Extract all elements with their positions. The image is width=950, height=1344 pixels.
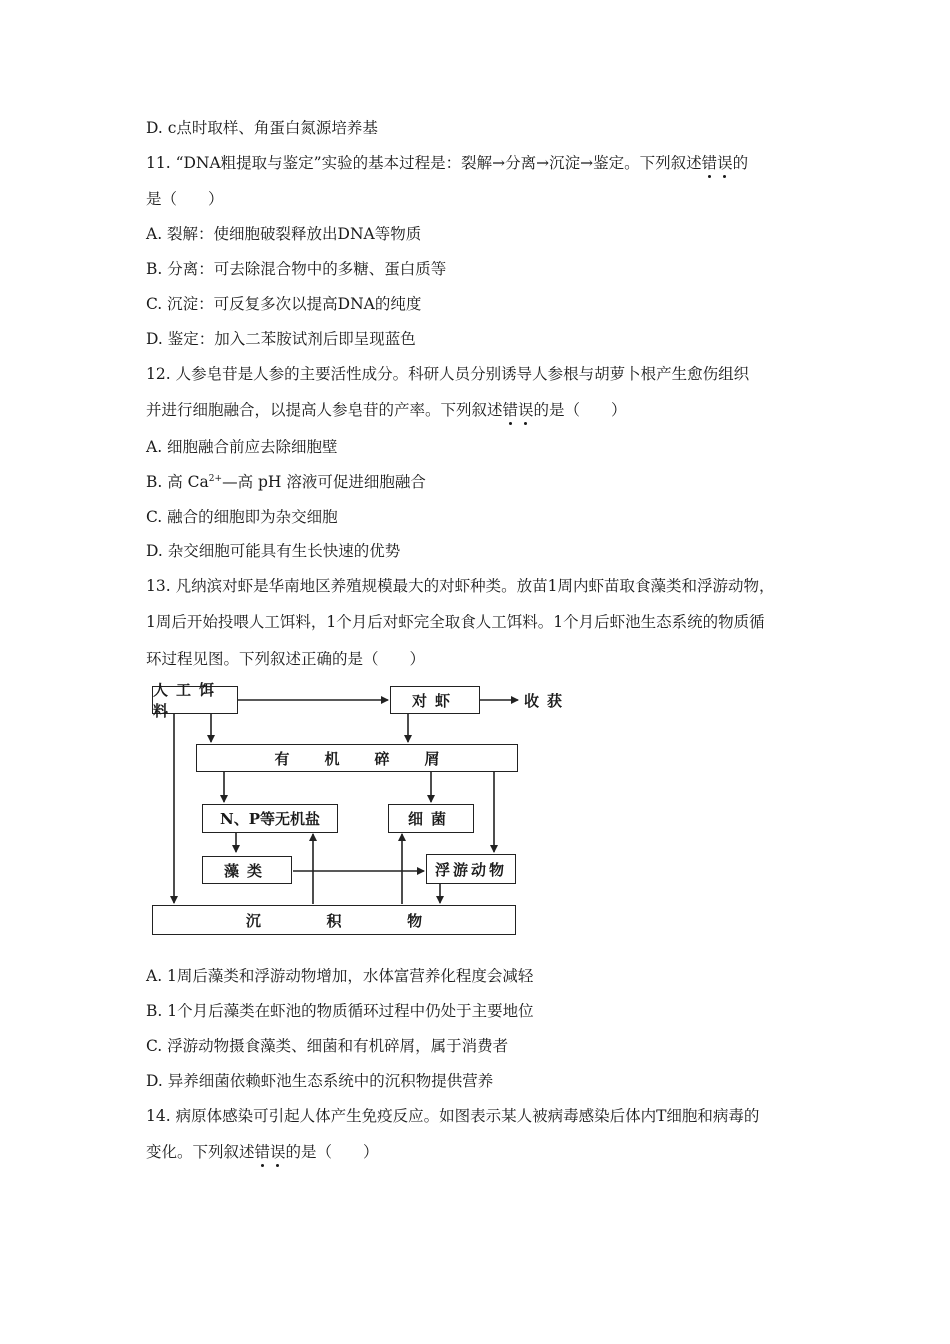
box-organic-detritus: 有 机 碎 屑 bbox=[196, 744, 518, 772]
question-13-stem: 13. 凡纳滨对虾是华南地区养殖规模最大的对虾种类。放苗1周内虾苗取食藻类和浮游动物， bbox=[146, 577, 775, 595]
question-12-stem-cont: 并进行细胞融合，以提高人参皂苷的产率。下列叙述错误的是（ ） bbox=[146, 401, 627, 419]
box-zooplankton: 浮游动物 bbox=[426, 854, 516, 884]
q11-option-d: D. 鉴定：加入二苯胺试剂后即呈现蓝色 bbox=[146, 330, 416, 348]
q12-option-d: D. 杂交细胞可能具有生长快速的优势 bbox=[146, 542, 401, 560]
q12-option-c: C. 融合的细胞即为杂交细胞 bbox=[146, 508, 338, 526]
box-inorganic-salts: N、P等无机盐 bbox=[202, 804, 338, 833]
question-14-stem: 14. 病原体感染可引起人体产生免疫反应。如图表示某人被病毒感染后体内T细胞和病毒的 bbox=[146, 1107, 760, 1125]
question-13-stem-cont2: 环过程见图。下列叙述正确的是（ ） bbox=[146, 650, 426, 668]
q13-option-c: C. 浮游动物摄食藻类、细菌和有机碎屑，属于消费者 bbox=[146, 1037, 509, 1055]
box-bacteria: 细菌 bbox=[388, 804, 474, 833]
emphasis-mark: 错 bbox=[701, 154, 718, 172]
question-14-stem-cont: 变化。下列叙述错误的是（ ） bbox=[146, 1143, 379, 1161]
box-algae: 藻类 bbox=[202, 856, 292, 884]
option-d-q10: D. c点时取样、角蛋白氮源培养基 bbox=[146, 119, 378, 137]
q13-option-a: A. 1周后藻类和浮游动物增加，水体富营养化程度会减轻 bbox=[146, 967, 534, 985]
q13-option-d: D. 异养细菌依赖虾池生态系统中的沉积物提供营养 bbox=[146, 1072, 494, 1090]
q12-option-a: A. 细胞融合前应去除细胞壁 bbox=[146, 438, 338, 456]
q11-option-c: C. 沉淀：可反复多次以提高DNA的纯度 bbox=[146, 295, 422, 313]
q11-option-b: B. 分离：可去除混合物中的多糖、蛋白质等 bbox=[146, 260, 447, 278]
box-sediment: 沉 积 物 bbox=[152, 905, 516, 935]
box-shrimp: 对虾 bbox=[390, 686, 480, 714]
q11-option-a: A. 裂解：使细胞破裂释放出DNA等物质 bbox=[146, 225, 422, 243]
question-11-stem-cont: 是（ ） bbox=[146, 190, 224, 208]
question-13-stem-cont1: 1周后开始投喂人工饵料，1个月后对虾完全取食人工饵料。1个月后虾池生态系统的物质循 bbox=[146, 613, 765, 631]
question-11-stem: 11. “DNA粗提取与鉴定”实验的基本过程是：裂解→分离→沉淀→鉴定。下列叙述错误的 bbox=[146, 154, 749, 172]
q13-option-b: B. 1个月后藻类在虾池的物质循环过程中仍处于主要地位 bbox=[146, 1002, 534, 1020]
q12-option-b: B. 高 $Ca^{2+}—$高 pH 溶液可促进细胞融合 bbox=[146, 473, 426, 491]
box-artificial-feed: 人工饵料 bbox=[152, 686, 238, 714]
question-12-stem: 12. 人参皂苷是人参的主要活性成分。科研人员分别诱导人参根与胡萝卜根产生愈伤组织 bbox=[146, 365, 750, 383]
emphasis-mark: 误 bbox=[270, 1143, 286, 1161]
emphasis-mark: 错 bbox=[254, 1143, 271, 1161]
emphasis-mark: 误 bbox=[518, 401, 534, 419]
emphasis-mark: 误 bbox=[717, 154, 733, 172]
material-cycle-diagram bbox=[146, 680, 586, 940]
emphasis-mark: 错 bbox=[502, 401, 519, 419]
label-harvest: 收获 bbox=[524, 692, 571, 710]
